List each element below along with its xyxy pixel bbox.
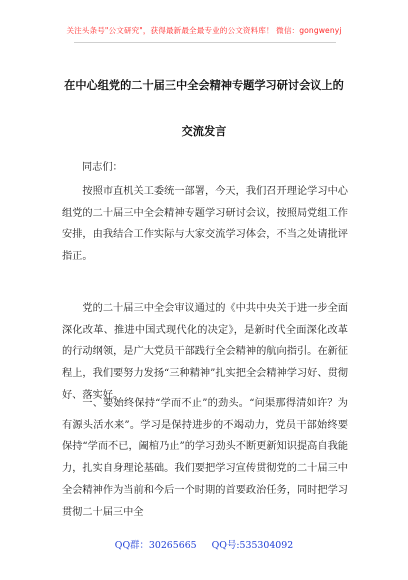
qq-number: QQ号:535304092 [211,540,294,551]
promo-header: 关注头条号"公文研究"，获得最新最全最专业的公文资料库！ 微信：gongwenyj [66,26,342,35]
paragraph-1 [62,181,348,268]
document-title-line2: 交流发言 [181,125,227,138]
header-divider [74,42,336,43]
paragraph-3-text: 一、要始终保持“学而不止”的劲头。“问渠那得清如许？为有源头活水来”。学习是保持进步的不竭动力，党员干部始终要保持“学而不已，阖棺乃止”的学习劲头不断更新知识提高自我能力，扎实自身理论基础。我们要把学习宣传贯彻党的二十届三中全会精神作为当前和今后一个时期的首要政治任务，同时把学习贯彻二十届三中全 [62,398,348,518]
document-title-line1: 在中心组党的二十届三中全会精神专题学习研讨会议上的 [64,79,344,92]
paragraph-2 [62,298,348,407]
paragraph-2-text: 党的二十届三中全会审议通过的《中共中央关于进一步全面深化改革、推进中国式现代化的决定》，是新时代全面深化改革的行动纲领，是广大党员干部践行全会精神的航向指引。在新征程上，我们要努力发扬“三种精神”扎实把全会精神学习好、贯彻好、落实好。 [62,303,348,401]
paragraph-1-text: 按照市直机关工委统一部署，今天，我们召开理论学习中心组党的二十届三中全会精神专题学习研讨会议，按照局党组工作安排，由我结合工作实际与大家交流学习体会，不当之处请批评指正。 [62,186,348,263]
qq-group: QQ群：30265665 [114,540,197,551]
contact-footer [0,537,408,551]
salutation: 同志们： [82,162,123,173]
paragraph-3 [62,393,348,523]
